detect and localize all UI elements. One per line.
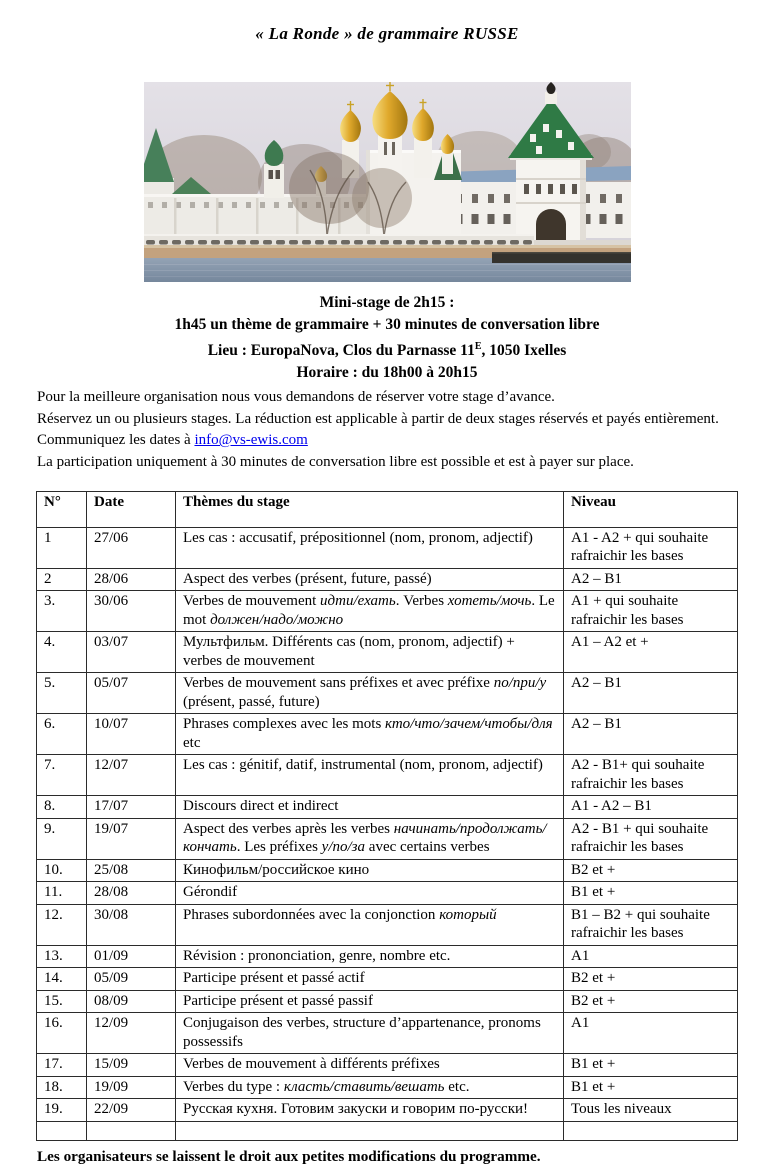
page-title: « La Ronde » de grammaire RUSSE bbox=[255, 24, 519, 43]
cell-num: 3. bbox=[37, 591, 87, 632]
table-row bbox=[37, 968, 738, 991]
header-niveau: Niveau bbox=[564, 492, 738, 528]
table-row bbox=[37, 1054, 738, 1077]
intro-line-duration: Mini-stage de 2h15 : bbox=[319, 294, 455, 311]
cell-niveau: B1 et + bbox=[564, 1076, 738, 1099]
cell-num: 6. bbox=[37, 714, 87, 755]
cell-theme: Les cas : génitif, datif, instrumental (nom, pronom, adjectif) bbox=[176, 755, 564, 796]
cell-theme: Verbes du type : класть/ставить/вешать etc. bbox=[176, 1076, 564, 1099]
cell-theme: Participe présent et passé passif bbox=[176, 990, 564, 1013]
cell-num: 4. bbox=[37, 632, 87, 673]
cell-num: 15. bbox=[37, 990, 87, 1013]
table-row bbox=[37, 1099, 738, 1122]
cell-niveau bbox=[564, 1121, 738, 1140]
cell-theme: Кинофильм/российское кино bbox=[176, 859, 564, 882]
cell-niveau: B1 – B2 + qui souhaite rafraichir les bases bbox=[564, 904, 738, 945]
table-row bbox=[37, 673, 738, 714]
header-date: Date bbox=[87, 492, 176, 528]
cell-num: 1 bbox=[37, 527, 87, 568]
cell-theme: Verbes de mouvement sans préfixes et avec préfixe по/при/у (présent, passé, future) bbox=[176, 673, 564, 714]
cell-theme: Aspect des verbes (présent, future, passé) bbox=[176, 568, 564, 591]
table-row bbox=[37, 818, 738, 859]
cell-num: 9. bbox=[37, 818, 87, 859]
cell-num: 18. bbox=[37, 1076, 87, 1099]
program-table-body bbox=[37, 527, 738, 1140]
table-row bbox=[37, 904, 738, 945]
table-row bbox=[37, 632, 738, 673]
cell-date: 05/09 bbox=[87, 968, 176, 991]
table-row bbox=[37, 796, 738, 819]
cell-date: 22/09 bbox=[87, 1099, 176, 1122]
cell-niveau: A2 – B1 bbox=[564, 568, 738, 591]
cell-date: 25/08 bbox=[87, 859, 176, 882]
cell-theme: Verbes de mouvement à différents préfixes bbox=[176, 1054, 564, 1077]
cell-theme: Phrases complexes avec les mots кто/что/зачем/чтобы/для etc bbox=[176, 714, 564, 755]
cell-theme: Révision : prononciation, genre, nombre etc. bbox=[176, 945, 564, 968]
booking-line-participation: La participation uniquement à 30 minutes de conversation libre est possible et est à payer sur place. bbox=[37, 453, 634, 470]
booking-info bbox=[37, 387, 737, 473]
cell-num: 5. bbox=[37, 673, 87, 714]
table-row bbox=[37, 882, 738, 905]
cell-niveau: Tous les niveaux bbox=[564, 1099, 738, 1122]
cell-niveau: A2 – B1 bbox=[564, 714, 738, 755]
table-row bbox=[37, 591, 738, 632]
cell-date: 19/07 bbox=[87, 818, 176, 859]
cell-date: 12/07 bbox=[87, 755, 176, 796]
cell-num: 19. bbox=[37, 1099, 87, 1122]
intro-block bbox=[37, 292, 737, 384]
cell-niveau: B1 et + bbox=[564, 882, 738, 905]
cell-theme: Verbes de mouvement идти/ехать. Verbes хотеть/мочь. Le mot должен/надо/можно bbox=[176, 591, 564, 632]
cell-niveau: A1 - A2 + qui souhaite rafraichir les bases bbox=[564, 527, 738, 568]
header-theme: Thèmes du stage bbox=[176, 492, 564, 528]
table-row bbox=[37, 568, 738, 591]
superscript-e: E bbox=[474, 341, 482, 352]
cell-num: 14. bbox=[37, 968, 87, 991]
table-row bbox=[37, 1121, 738, 1140]
intro-line-format: 1h45 un thème de grammaire + 30 minutes de conversation libre bbox=[174, 316, 600, 333]
cell-niveau: A2 - B1 + qui souhaite rafraichir les bases bbox=[564, 818, 738, 859]
cell-theme: Русская кухня. Готовим закуски и говорим по-русски! bbox=[176, 1099, 564, 1122]
cell-niveau: B1 et + bbox=[564, 1054, 738, 1077]
intro-line-location: Lieu : EuropaNova, Clos du Parnasse $11^E$, 1050 Ixelles bbox=[207, 341, 567, 360]
cell-theme bbox=[176, 1121, 564, 1140]
cell-theme: Conjugaison des verbes, structure d’appartenance, pronoms possessifs bbox=[176, 1013, 564, 1054]
cell-num: 12. bbox=[37, 904, 87, 945]
table-row bbox=[37, 990, 738, 1013]
cell-theme: Participe présent et passé actif bbox=[176, 968, 564, 991]
cell-num: 8. bbox=[37, 796, 87, 819]
cell-niveau: B2 et + bbox=[564, 968, 738, 991]
monastery-photo-illustration bbox=[144, 82, 631, 282]
table-row bbox=[37, 945, 738, 968]
header-num: N° bbox=[37, 492, 87, 528]
cell-theme: Мультфильм. Différents cas (nom, pronom, adjectif) + verbes de mouvement bbox=[176, 632, 564, 673]
email-link[interactable]: info@vs-ewis.com bbox=[194, 432, 308, 449]
program-table bbox=[36, 491, 738, 1141]
booking-line-reduction: Réservez un ou plusieurs stages. La réduction est applicable à partir de deux stages réservés et payés entièrement. Communiquez les dates à info@vs-ewis.com bbox=[37, 410, 719, 449]
cell-niveau: A2 – B1 bbox=[564, 673, 738, 714]
cell-num: 11. bbox=[37, 882, 87, 905]
cell-theme: Discours direct et indirect bbox=[176, 796, 564, 819]
table-row bbox=[37, 755, 738, 796]
cell-niveau: A1 + qui souhaite rafraichir les bases bbox=[564, 591, 738, 632]
cell-date: 30/08 bbox=[87, 904, 176, 945]
cell-date: 28/08 bbox=[87, 882, 176, 905]
cell-num: 17. bbox=[37, 1054, 87, 1077]
cell-theme: Gérondif bbox=[176, 882, 564, 905]
cell-niveau: A1 bbox=[564, 1013, 738, 1054]
cell-date: 30/06 bbox=[87, 591, 176, 632]
cell-date: 28/06 bbox=[87, 568, 176, 591]
cell-num bbox=[37, 1121, 87, 1140]
cell-date: 19/09 bbox=[87, 1076, 176, 1099]
monastery-photo bbox=[144, 82, 631, 282]
cell-niveau: A1 – A2 et + bbox=[564, 632, 738, 673]
cell-niveau: B2 et + bbox=[564, 859, 738, 882]
table-row bbox=[37, 527, 738, 568]
cell-date: 01/09 bbox=[87, 945, 176, 968]
cell-theme: Les cas : accusatif, prépositionnel (nom, pronom, adjectif) bbox=[176, 527, 564, 568]
cell-niveau: A1 bbox=[564, 945, 738, 968]
cell-date: 03/07 bbox=[87, 632, 176, 673]
gate-arch bbox=[536, 209, 566, 244]
cell-date bbox=[87, 1121, 176, 1140]
cell-date: 27/06 bbox=[87, 527, 176, 568]
intro-line-schedule: Horaire : du 18h00 à 20h15 bbox=[296, 364, 478, 382]
cell-num: 10. bbox=[37, 859, 87, 882]
barge bbox=[492, 252, 631, 263]
cell-niveau: A1 - A2 – B1 bbox=[564, 796, 738, 819]
cell-date: 08/09 bbox=[87, 990, 176, 1013]
cell-theme: Aspect des verbes après les verbes начинать/продолжать/кончать. Les préfixes у/по/за avec certains verbes bbox=[176, 818, 564, 859]
table-row bbox=[37, 1013, 738, 1054]
table-row bbox=[37, 1076, 738, 1099]
cell-num: 7. bbox=[37, 755, 87, 796]
cell-niveau: A2 - B1+ qui souhaite rafraichir les bases bbox=[564, 755, 738, 796]
cell-date: 17/07 bbox=[87, 796, 176, 819]
table-header-row bbox=[37, 492, 738, 528]
cell-date: 05/07 bbox=[87, 673, 176, 714]
cell-date: 10/07 bbox=[87, 714, 176, 755]
cell-num: 2 bbox=[37, 568, 87, 591]
cell-theme: Phrases subordonnées avec la conjonction который bbox=[176, 904, 564, 945]
cell-date: 15/09 bbox=[87, 1054, 176, 1077]
cell-num: 16. bbox=[37, 1013, 87, 1054]
cell-num: 13. bbox=[37, 945, 87, 968]
cell-date: 12/09 bbox=[87, 1013, 176, 1054]
booking-line-reserve: Pour la meilleure organisation nous vous demandons de réserver votre stage d’avance. bbox=[37, 389, 555, 406]
table-row bbox=[37, 859, 738, 882]
table-row bbox=[37, 714, 738, 755]
cell-niveau: B2 et + bbox=[564, 990, 738, 1013]
footer-note: Les organisateurs se laissent le droit aux petites modifications du programme. bbox=[37, 1147, 541, 1165]
